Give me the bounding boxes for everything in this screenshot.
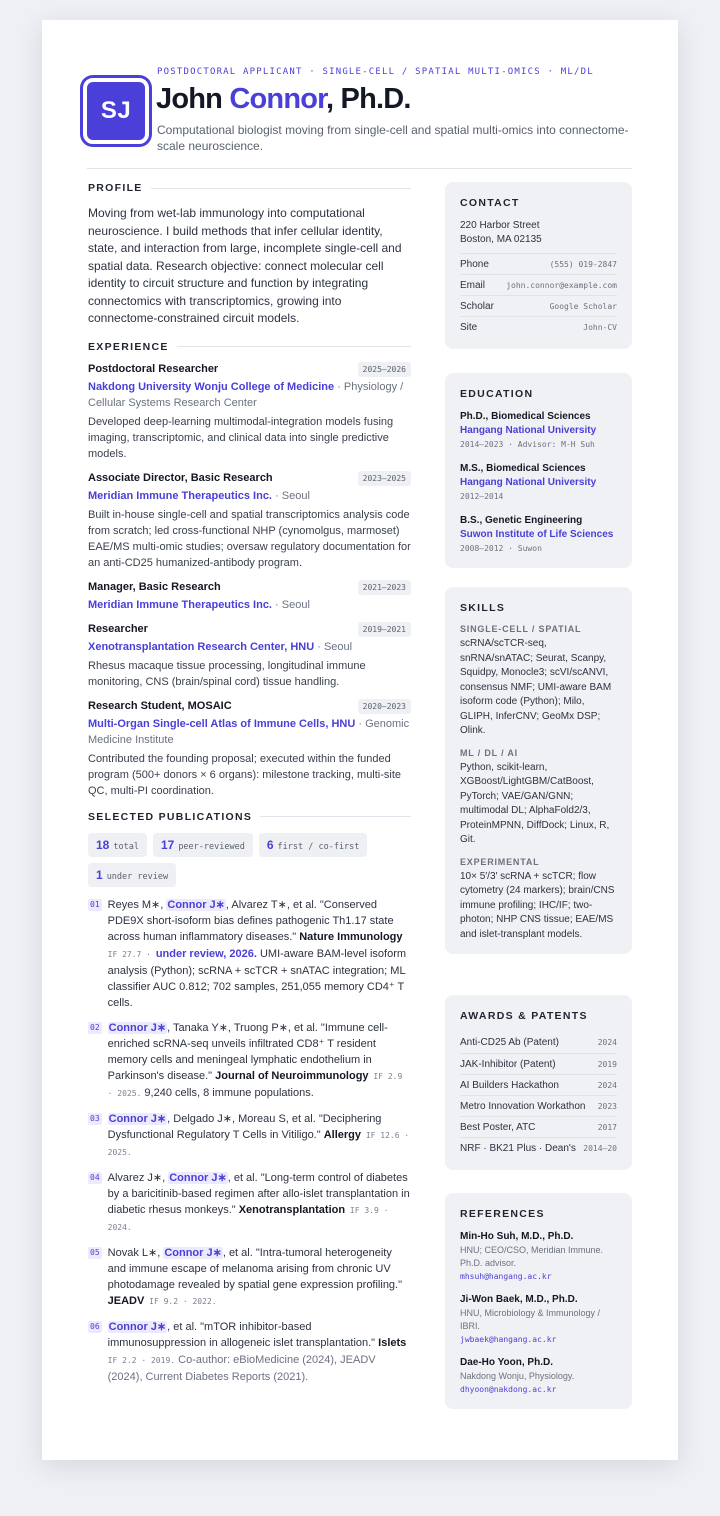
resume-page	[42, 20, 678, 1460]
publication-item	[88, 1020, 411, 1102]
publication-item	[88, 1245, 411, 1310]
skill-list-text: 10× 5′/3′ scRNA + scTCR; flow cytometry (24 markers); brain/CNS immune profiling; IHC/IF; two-photon; NHP CNS tissue; EAE/MS and islet-transplant models.	[460, 870, 615, 940]
award-row	[460, 1095, 617, 1116]
journal-meta: IF 9.2 · 2022.	[144, 1296, 217, 1306]
citation-body: , et al. "Long-term control of diabetes by a baricitinib-based regimen after allo-islet transplantation in diabetic rhesus monkeys."	[107, 1171, 410, 1216]
job-header	[88, 471, 411, 486]
profile-heading-label: PROFILE	[88, 182, 143, 194]
awards-heading: AWARDS & PATENTS	[460, 1010, 588, 1022]
address	[460, 219, 617, 247]
stat-count: 17	[160, 837, 175, 852]
references-heading: REFERENCES	[460, 1208, 545, 1220]
publication-citation	[108, 1245, 411, 1310]
org-name: Meridian Immune Therapeutics Inc.	[88, 489, 272, 502]
education-meta: 2014–2023 · Advisor: M-H Suh	[460, 440, 595, 449]
self-author: Connor J∗	[167, 898, 225, 911]
contact-email-value[interactable]: john.connor@example.com	[506, 280, 617, 290]
publication-number: 06	[90, 1321, 100, 1331]
job-date: 2021–2023	[358, 580, 411, 595]
award-row	[460, 1116, 617, 1137]
contact-label: Phone	[460, 258, 489, 270]
reference-affiliation: HNU, Microbiology & Immunology / IBRI.	[460, 1308, 601, 1331]
education-meta: 2008–2012 · Suwon	[460, 544, 542, 553]
job-org	[88, 639, 411, 655]
job-org	[88, 716, 411, 748]
award-name: Metro Innovation Workathon	[460, 1100, 586, 1112]
stat-pill	[153, 833, 253, 857]
org-name: Meridian Immune Therapeutics Inc.	[88, 598, 272, 611]
contact-label: Scholar	[460, 300, 494, 312]
award-row	[460, 1074, 617, 1095]
org-location: · Genomic Medicine Institute	[88, 717, 410, 746]
job-title: Manager, Basic Research	[88, 581, 221, 593]
org-name: Nakdong University Wonju College of Medicine	[88, 380, 335, 393]
job-header	[88, 699, 411, 714]
reference-email[interactable]: dhyoon@nakdong.ac.kr	[460, 1385, 557, 1394]
avatar	[83, 78, 149, 144]
reference-entry	[460, 1293, 617, 1347]
coauthors-before: Alvarez J∗,	[107, 1171, 169, 1184]
journal-name: Journal of Neuroimmunology	[215, 1069, 369, 1082]
divider	[177, 346, 411, 347]
skill-category: EXPERIMENTAL	[460, 856, 540, 867]
job-title: Research Student, MOSAIC	[88, 700, 232, 712]
citation-body: , et al. "mTOR inhibitor-based immunosuppression in allogeneic islet transplantation."	[107, 1320, 379, 1349]
citation-body: , et al. "Intra-tumoral heterogeneity and immune escape of melanoma arising from chronic UV photodamage revealed by spatial gene expression profiling."	[107, 1246, 403, 1291]
publication-citation	[108, 897, 411, 1011]
contact-phone-value: (555) 019-2847	[549, 259, 617, 269]
self-author: Connor J∗	[164, 1246, 222, 1259]
award-year: 2019	[597, 1059, 617, 1069]
job-header	[88, 580, 411, 595]
award-year: 2017	[597, 1122, 617, 1132]
job-entry	[88, 580, 411, 613]
job-title: Researcher	[88, 623, 148, 635]
publication-citation	[108, 1020, 411, 1102]
stat-label: total	[113, 841, 139, 852]
contact-label: Email	[460, 279, 486, 291]
job-description: Built in-house single-cell and spatial transcriptomics analysis code from scratch; led cross-functional NHP (cynomolgus, marmoset) EAE/MS multi-omic studies; oversaw regulatory documentation for an anti-CD25 humanized-antibody program.	[88, 508, 411, 569]
skill-category: ML / DL / AI	[460, 747, 518, 758]
self-author: Connor J∗	[108, 1112, 167, 1125]
citation-body: , Alvarez T∗, et al. "Conserved PDE9X short-isoform bias defines pathogenic Th1.17 state across human inflammatory diseases."	[107, 898, 394, 943]
award-name: Anti-CD25 Ab (Patent)	[460, 1037, 559, 1048]
address-line-1: 220 Harbor Street	[460, 220, 540, 231]
journal-meta: IF 2.2 · 2019.	[107, 1355, 176, 1365]
job-org	[88, 488, 411, 504]
reference-name: Min-Ho Suh, M.D., Ph.D.	[460, 1231, 574, 1242]
education-entry	[460, 462, 617, 504]
reference-entry	[460, 1230, 617, 1284]
publication-number: 04	[90, 1172, 100, 1182]
divider	[260, 816, 411, 817]
experience-heading	[88, 341, 411, 353]
publication-stats	[88, 833, 388, 887]
reference-affiliation: Nakdong Wonju, Physiology.	[460, 1371, 575, 1381]
award-name: JAK-Inhibitor (Patent)	[460, 1058, 556, 1070]
job-entry	[88, 471, 411, 571]
reference-name: Ji-Won Baek, M.D., Ph.D.	[460, 1294, 578, 1305]
stat-label: first / co-first	[277, 841, 360, 852]
reference-email[interactable]: mhsuh@hangang.ac.kr	[460, 1272, 552, 1281]
job-description: Developed deep-learning multimodal-integration models fusing imaging, transcriptomic, and clinical data into single predictive models.	[88, 415, 394, 460]
reference-email[interactable]: jwbaek@hangang.ac.kr	[460, 1335, 557, 1344]
publication-number: 01	[90, 899, 100, 909]
award-year: 2024	[597, 1080, 617, 1090]
awards-list	[460, 1032, 617, 1158]
job-date: 2023–2025	[358, 471, 411, 486]
citation-body: , Delgado J∗, Moreau S, et al. "Deciphering Dysfunctional Regulatory T Cells in Vitiligo."	[107, 1112, 382, 1141]
stat-label: peer-reviewed	[178, 841, 245, 852]
degree: Ph.D., Biomedical Sciences	[460, 411, 591, 422]
journal-name: JEADV	[107, 1294, 145, 1307]
stat-count: 18	[96, 837, 110, 852]
job-date: 2025–2026	[358, 362, 411, 377]
publication-status: under review, 2026.	[155, 947, 257, 960]
publication-notes: UMI-aware BAM-level isoform analysis (Python); scRNA + scTCR + snATAC integration; ML classifier AUC 0.812; 702 samples, 251,055 memory CD4⁺ T cells.	[107, 947, 407, 1009]
journal-meta: IF 27.7 ·	[107, 949, 156, 959]
contact-rows	[460, 253, 617, 337]
tagline: Computational biologist moving from single-cell and spatial multi-omics into connectome-scale neuroscience.	[157, 123, 629, 153]
divider	[151, 188, 411, 189]
contact-scholar-value[interactable]: Google Scholar	[549, 301, 617, 311]
award-name: NRF · BK21 Plus · Dean's	[460, 1142, 576, 1154]
job-title: Postdoctoral Researcher	[88, 363, 219, 375]
journal-meta: IF 12.6 · 2025.	[107, 1130, 410, 1157]
job-date: 2019–2021	[358, 622, 411, 637]
contact-label: Site	[460, 321, 478, 333]
contact-phone-row	[460, 253, 617, 274]
publication-list	[88, 897, 411, 1385]
stat-pill	[259, 833, 368, 857]
org-location: · Seoul	[272, 598, 310, 611]
job-description: Contributed the founding proposal; executed within the funded program (500+ donors × 6 organs): milestone tracking, multi-site QC, multi-PI coordination.	[88, 752, 402, 797]
org-name: Multi-Organ Single-cell Atlas of Immune Cells, HNU	[88, 717, 356, 730]
contact-site-row	[460, 316, 617, 337]
degree: B.S., Genetic Engineering	[460, 515, 583, 526]
publications-heading	[88, 811, 411, 823]
avatar-initials: SJ	[100, 97, 132, 124]
coauthors-before: Novak L∗,	[107, 1246, 164, 1259]
publications-heading-label: SELECTED PUBLICATIONS	[88, 810, 253, 823]
skill-list-text: Python, scikit-learn, XGBoost/LightGBM/CatBoost, PyTorch; VAE/GAN/GNN; multimodal DL; AlphaFold2/3, ProteinMPNN, DiffDock; Linux, R, Git.	[460, 761, 610, 845]
publication-item	[88, 897, 411, 1011]
education-list	[460, 410, 617, 556]
award-year: 2014–20	[583, 1143, 617, 1153]
publication-item	[88, 1111, 411, 1161]
job-header	[88, 622, 411, 637]
contact-scholar-row	[460, 295, 617, 316]
awards-card	[445, 995, 632, 1170]
stat-count: 6	[266, 837, 274, 852]
reference-entry	[460, 1356, 617, 1397]
skills-card	[445, 587, 632, 954]
stat-pill	[88, 833, 147, 857]
org-location: · Seoul	[272, 489, 310, 502]
publication-item	[88, 1319, 411, 1385]
experience-list	[88, 362, 411, 799]
profile-text: Moving from wet-lab immunology into computational neuroscience. I build methods that infer cellular identity, state, and interaction from large, incomplete single-cell and spatial data. Research objective: connect molecular cell identity to circuit structure and function by integrating connectomics with transcriptomics, growing into connectome-constrained circuit models.	[88, 206, 402, 325]
skill-category: SINGLE-CELL / SPATIAL	[460, 624, 582, 634]
header-divider	[87, 168, 632, 169]
publication-citation	[108, 1111, 411, 1161]
job-entry	[88, 622, 411, 690]
education-meta: 2012–2014	[460, 492, 504, 501]
skills-list	[460, 624, 617, 942]
award-row	[460, 1053, 617, 1074]
first-name: John	[156, 83, 230, 115]
education-entry	[460, 410, 617, 452]
publication-number: 05	[90, 1247, 100, 1257]
school: Hangang National University	[460, 477, 597, 488]
profile-heading	[88, 182, 411, 194]
stat-pill	[88, 863, 176, 887]
job-org	[88, 379, 411, 411]
job-header	[88, 362, 411, 377]
skill-list-text: scRNA/scTCR-seq, snRNA/snATAC; Seurat, Scanpy, Squidpy, Monocle3; scVI/scANVI, consensus NMF; UMI-aware BAM isoform code (Python); Milo, GLIPH, InferCNV; GeoMx DSP; Olink.	[460, 638, 612, 736]
coauthors-before: Reyes M∗,	[107, 898, 167, 911]
name-suffix: , Ph.D.	[326, 83, 411, 115]
school: Hangang National University	[460, 425, 597, 436]
contact-card	[445, 182, 632, 349]
job-date: 2020–2023	[358, 699, 411, 714]
award-row	[460, 1032, 617, 1053]
education-card	[445, 373, 632, 568]
citation-body: , Tanaka Y∗, Truong P∗, et al. "Immune cell-enriched scRNA-seq unveils infiltrated CD8⁺ T resident memory cells and meningeal lymphatic endothelium in Parkinson's disease."	[107, 1021, 388, 1082]
main-column	[88, 182, 411, 1385]
journal-name: Islets	[378, 1336, 407, 1349]
job-org	[88, 597, 411, 613]
stat-count: 1	[96, 867, 103, 882]
skills-heading: SKILLS	[460, 602, 506, 614]
award-row	[460, 1137, 617, 1158]
address-line-2: Boston, MA 02135	[460, 234, 542, 245]
journal-meta: IF 3.9 · 2024.	[107, 1205, 389, 1232]
org-location: · Physiology / Cellular Systems Research Center	[88, 380, 404, 409]
self-author: Connor J∗	[169, 1171, 227, 1184]
self-author: Connor J∗	[108, 1021, 167, 1034]
degree: M.S., Biomedical Sciences	[460, 463, 586, 474]
contact-site-value[interactable]: John-CV	[583, 322, 617, 332]
job-title: Associate Director, Basic Research	[88, 472, 273, 484]
publication-notes: 9,240 cells, 8 immune populations.	[141, 1086, 314, 1099]
self-author: Connor J∗	[108, 1320, 167, 1333]
contact-email-row	[460, 274, 617, 295]
publication-notes: Co-author: eBioMedicine (2024), JEADV (2024), Current Diabetes Reports (2021).	[107, 1353, 376, 1383]
experience-heading-label: EXPERIENCE	[88, 340, 169, 353]
award-year: 2024	[597, 1038, 617, 1047]
header-kicker: POSTDOCTORAL APPLICANT · SINGLE-CELL / SPATIAL MULTI-OMICS · ML/DL	[157, 67, 594, 77]
education-heading: EDUCATION	[460, 388, 534, 400]
job-entry	[88, 362, 411, 462]
contact-heading: CONTACT	[460, 197, 520, 209]
last-name: Connor	[229, 83, 327, 115]
publication-number: 02	[90, 1022, 100, 1032]
publication-item	[88, 1170, 411, 1236]
org-name: Xenotransplantation Research Center, HNU	[88, 640, 315, 653]
school: Suwon Institute of Life Sciences	[460, 529, 614, 540]
reference-affiliation: HNU; CEO/CSO, Meridian Immune. Ph.D. advisor.	[460, 1245, 604, 1268]
award-year: 2023	[597, 1101, 617, 1111]
publication-citation	[108, 1170, 411, 1236]
org-location: · Seoul	[314, 640, 353, 653]
award-name: AI Builders Hackathon	[460, 1079, 559, 1091]
journal-name: Nature Immunology	[299, 930, 403, 943]
page-title	[156, 83, 411, 116]
references-card	[445, 1193, 632, 1409]
journal-meta: IF 2.9 · 2025.	[107, 1071, 403, 1098]
publication-citation	[108, 1319, 411, 1385]
references-list	[460, 1230, 617, 1397]
stat-label: under review	[106, 871, 169, 882]
journal-name: Xenotransplantation	[238, 1203, 346, 1216]
education-entry	[460, 514, 617, 556]
reference-name: Dae-Ho Yoon, Ph.D.	[460, 1357, 553, 1368]
publication-number: 03	[90, 1113, 100, 1123]
job-entry	[88, 699, 411, 799]
job-description: Rhesus macaque tissue processing, longitudinal immune monitoring, CNS (brain/spinal cord) tissue handling.	[88, 659, 366, 688]
award-name: Best Poster, ATC	[460, 1121, 536, 1133]
journal-name: Allergy	[323, 1128, 362, 1141]
